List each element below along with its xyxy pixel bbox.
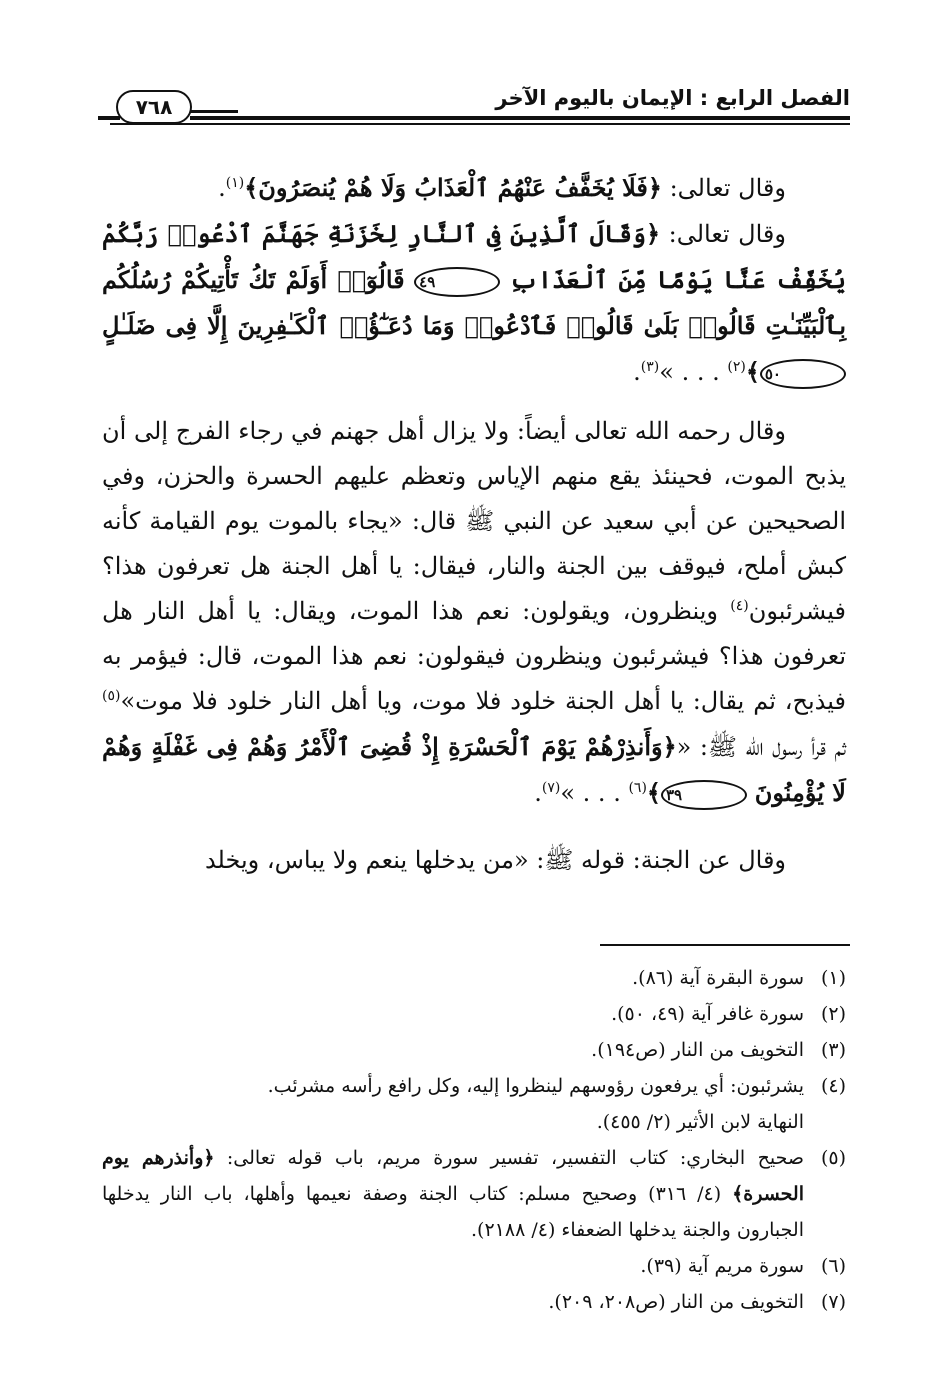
ayah-number-icon: ٥٠ [760,359,846,389]
footnote-text [102,1140,804,1248]
paragraph-2-lead: وقال تعالى: [660,220,786,248]
footnote-7 [102,1284,846,1320]
footnote-number: (١) [820,967,846,989]
paragraph-3-text-a: وقال رحمه الله تعالى أيضاً: ولا يزال أهل جهنم في رجاء الفرج إلى أن يذبح الموت، فحينئذ يقع منهم الإياس وتعظم عليهم الحسرة والحزن، وفي الصحيحين عن أبي سعيد عن النبي ﷺ قال: «يجاء بالموت يوم القيامة كأنه كبش أملح، فيوقف بين الجنة والنار، فيقال: يا أهل الجنة هل تعرفون هذا؟ فيشرئبون [102,417,847,625]
footnote-text [102,1068,804,1140]
page-header [98,76,850,128]
ayah-number-icon: ٣٩ [661,780,747,810]
footnote-4-line-2: النهاية لابن الأثير (٢/ ٤٥٥). [596,1111,804,1133]
footnote-ref-6[interactable]: (٦) [628,780,647,796]
paragraph-1 [102,165,846,211]
footnote-5-text-a: صحيح البخاري: كتاب التفسير، تفسير سورة مريم، باب قوله تعالى: [214,1147,804,1169]
footnote-text: التخويف من النار (ص١٩٤). [591,1039,804,1061]
quran-close-bracket: ﴾ [646,778,661,807]
quran-verse-3: ﴿وَأَنذِرْهُمْ يَوْمَ ٱلْحَسْرَةِ إِذْ قُضِىَ ٱلْأَمْرُ وَهُمْ فِى غَفْلَةٍ وَهُمْ لَا يُؤْمِنُونَ [102,732,846,807]
quran-verse-1: ﴿فَلَا يُخَفَّفُ عَنْهُمُ ٱلْعَذَابُ وَلَا هُمْ يُنصَرُونَ﴾ [244,173,662,202]
paragraph-4: وقال عن الجنة: قوله ﷺ: «من يدخلها ينعم ولا يباس، ويخلد [204,846,786,874]
paragraph-2-mid: . . . » [659,358,728,386]
paragraph-2 [102,211,846,395]
footnote-text: سورة غافر آية (٤٩، ٥٠). [611,1003,804,1025]
footnote-ref-4[interactable]: (٤) [730,598,749,614]
paragraph-1-lead: وقال تعالى: [661,174,786,202]
footnote-3 [102,1032,846,1068]
footnote-text: سورة البقرة آية (٨٦). [632,967,804,989]
paragraph-3-text-b: وينظرون، ويقولون: نعم هذا الموت، ويقال: يا أهل النار هل تعرفون هذا؟ فيشرئبون وينظرون فيقولون: نعم هذا الموت، قال: فيؤمر به فيذبح، ثم يقال: يا أهل الجنة خلود فلا موت، ويا أهل النار خلود فلا موت» [102,597,846,715]
footnote-ref-5[interactable]: (٥) [102,688,121,704]
footnote-ref-1[interactable]: (١) [225,175,245,191]
main-text [102,165,846,883]
footnote-2 [102,996,846,1032]
footnote-number: (٥) [820,1147,846,1169]
quran-verse-2a: ﴿وَقَالَ ٱلَّذِينَ فِى ٱلنَّارِ لِخَزَنَةِ جَهَنَّمَ ٱدْعُوا۟ رَبَّكُمْ يُخَفِّفْ عَنَّا يَوْمًا مِّنَ ٱلْعَذَابِ [102,219,846,294]
paragraph-3-mid: . . . » [560,779,629,807]
footnote-ref-2[interactable]: (٢) [727,359,746,375]
footnote-text: سورة مريم آية (٣٩). [640,1255,804,1277]
footnote-number: (٧) [820,1291,846,1313]
footnote-text: التخويف من النار (ص٢٠٨، ٢٠٩). [548,1291,804,1313]
footnote-number: (٣) [820,1039,846,1061]
ayah-number-icon: ٤٩ [414,267,500,297]
page-number: ٧٦٨ [116,90,192,124]
footnote-ref-3[interactable]: (٣) [640,359,660,375]
footnote-4-line-1: يشرئبون: أي يرفعون رؤوسهم لينظروا إليه، وكل رافع رأسه مشرئب. [267,1075,804,1097]
footnote-number: (٢) [820,1003,846,1025]
footnote-separator [600,944,850,946]
paragraph-2-tail: . [633,358,641,386]
footnote-1 [102,960,846,996]
paragraph-3-tail: . [534,779,542,807]
paragraph-3 [102,409,846,816]
footnote-ref-7[interactable]: (٧) [541,780,561,796]
footnote-6 [102,1248,846,1284]
header-rule-thick [190,116,850,120]
footnote-4 [102,1068,846,1140]
running-title: الفصل الرابع : الإيمان باليوم الآخر [495,86,850,110]
footnote-5 [102,1140,846,1248]
footnote-number: (٦) [820,1255,846,1277]
footnotes [102,960,846,1320]
footnote-5-text-b: (٤/ ٣١٦) وصحيح مسلم: كتاب الجنة وصفة نعيمها وأهلها، باب النار يدخلها الجبارون والجنة يدخلها الضعفاء (٤/ ٢١٨٨). [102,1183,804,1241]
paragraph-3-text-c: ثم قرأ رسول الله ﷺ: « [676,733,846,761]
quran-close-bracket: ﴾ [745,357,760,386]
footnote-5-bold-verse: ﴿وأنذرهم يوم الحسرة﴾ [102,1147,804,1205]
footnote-number: (٤) [820,1075,846,1097]
page-number-badge [98,90,248,124]
paragraph-1-tail: . [218,174,226,202]
quran-verse-2b: قَالُوٓا۟ أَوَلَمْ تَكُ تَأْتِيكُمْ رُسُلُكُم بِٱلْبَيِّنَـٰتِ قَالُوا۟ بَلَىٰ قَالُوا۟ فَٱدْعُوا۟ وَمَا دُعَـٰٓؤُا۟ ٱلْكَـٰفِرِينَ إِلَّا فِى ضَلَـٰلٍ [102,265,846,340]
page-number-ornament [190,110,238,113]
